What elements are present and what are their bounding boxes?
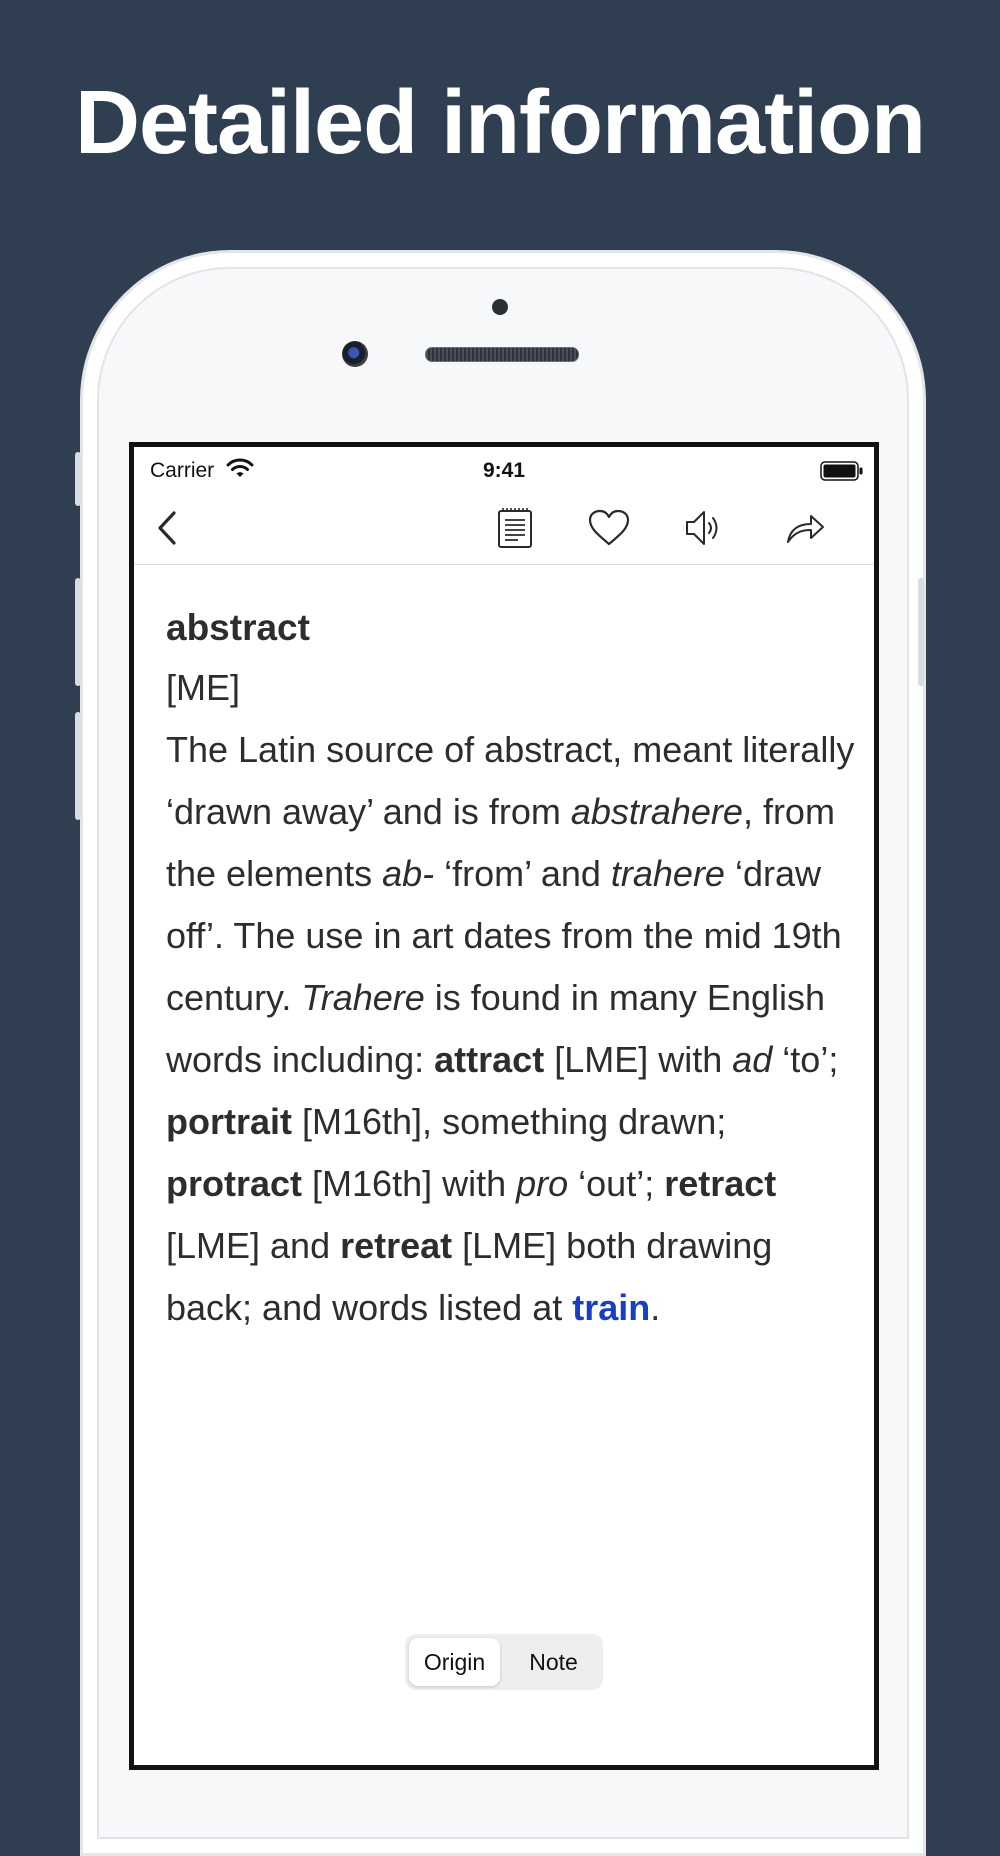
page-headline: Detailed information bbox=[74, 73, 926, 173]
origin-note-segmented-control bbox=[405, 1634, 603, 1690]
proximity-sensor bbox=[492, 299, 508, 315]
speaker-icon[interactable] bbox=[682, 505, 728, 551]
etymology-text: [ME] The Latin source of abstract, meant literally ‘drawn away’ and is from abstrahere, from the elements ab- ‘from’ and trahere ‘draw off’. The use in art dates from the mid 19th century. Trahere is found in many English words including: attract [LME] with ad ‘to’; portrait [M16th], something drawn; protract [M16th] with pro ‘out’; retract [LME] and retreat [LME] both drawing back; and words listed at train. bbox=[166, 667, 855, 1328]
share-icon[interactable] bbox=[782, 505, 828, 551]
volume-down-button bbox=[75, 712, 81, 820]
tab-note[interactable]: Note bbox=[529, 1649, 578, 1675]
period-tag: [ME] bbox=[166, 667, 241, 708]
earpiece-speaker bbox=[425, 347, 579, 362]
back-chevron-icon[interactable] bbox=[144, 505, 190, 551]
heart-icon[interactable] bbox=[586, 505, 632, 551]
notes-icon[interactable] bbox=[492, 505, 538, 551]
toolbar bbox=[134, 491, 874, 565]
clock: 9:41 bbox=[482, 459, 526, 482]
battery-icon bbox=[820, 461, 864, 486]
headword: abstract bbox=[166, 607, 310, 648]
status-bar bbox=[134, 447, 874, 491]
power-button bbox=[918, 578, 924, 686]
volume-up-button bbox=[75, 578, 81, 686]
tab-origin[interactable]: Origin bbox=[409, 1638, 500, 1686]
front-camera bbox=[342, 341, 368, 367]
phone-screen bbox=[129, 442, 879, 1770]
link-train[interactable]: train bbox=[572, 1287, 651, 1328]
mute-switch bbox=[75, 452, 81, 506]
entry-content bbox=[166, 607, 856, 1339]
carrier-label: Carrier bbox=[150, 459, 215, 482]
